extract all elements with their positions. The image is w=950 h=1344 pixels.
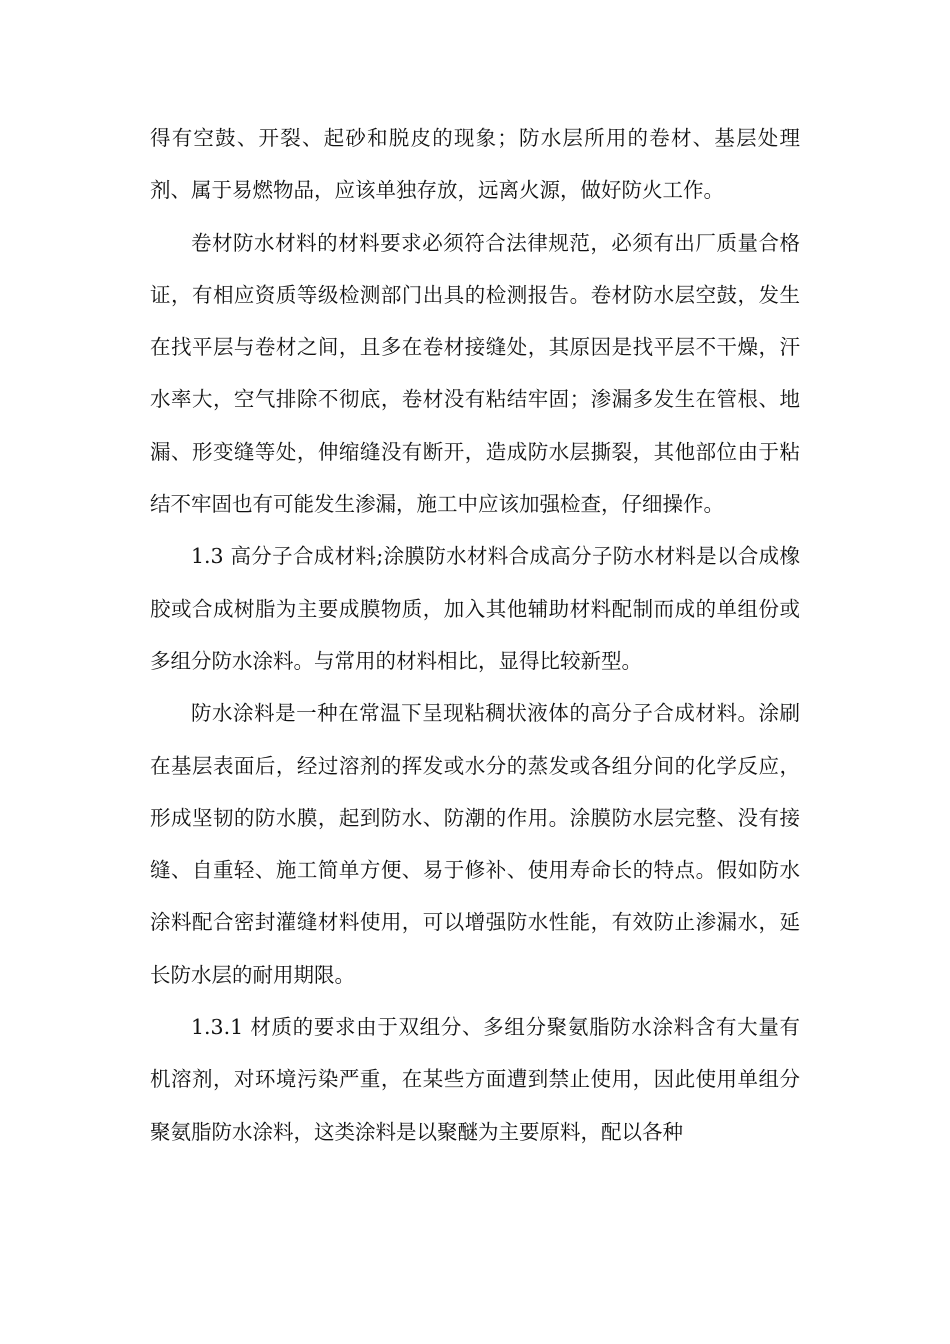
paragraph-1: 得有空鼓、开裂、起砂和脱皮的现象；防水层所用的卷材、基层处理剂、属于易燃物品，应该单独存放，远离火源，做好防火工作。 <box>150 126 800 203</box>
paragraph-2: 卷材防水材料的材料要求必须符合法律规范，必须有出厂质量合格证，有相应资质等级检测部门出具的检测报告。卷材防水层空鼓，发生在找平层与卷材之间，且多在卷材接缝处，其原因是找平层不干燥，汗水率大，空气排除不彻底，卷材没有粘结牢固；渗漏多发生在管根、地漏、形变缝等处，伸缩缝没有断开，造成防水层撕裂，其他部位由于粘结不牢固也有可能发生渗漏，施工中应该加强检查，仔细操作。 <box>150 230 800 517</box>
paragraph-5: 1.3.1 材质的要求由于双组分、多组分聚氨脂防水涂料含有大量有机溶剂，对环境污染严重，在某些方面遭到禁止使用，因此使用单组分聚氨脂防水涂料，这类涂料是以聚醚为主要原料，配以各种 <box>150 1015 800 1144</box>
paragraph-4: 防水涂料是一种在常温下呈现粘稠状液体的高分子合成材料。涂刷在基层表面后，经过溶剂的挥发或水分的蒸发或各组分间的化学反应，形成坚韧的防水膜，起到防水、防潮的作用。涂膜防水层完整、没有接缝、自重轻、施工简单方便、易于修补、使用寿命长的特点。假如防水涂料配合密封灌缝材料使用，可以增强防水性能，有效防止渗漏水，延长防水层的耐用期限。 <box>150 701 800 987</box>
document-body <box>150 112 800 1158</box>
paragraph-3: 1.3 高分子合成材料;涂膜防水材料合成高分子防水材料是以合成橡胶或合成树脂为主要成膜物质，加入其他辅助材料配制而成的单组份或多组分防水涂料。与常用的材料相比，显得比较新型。 <box>150 544 800 673</box>
